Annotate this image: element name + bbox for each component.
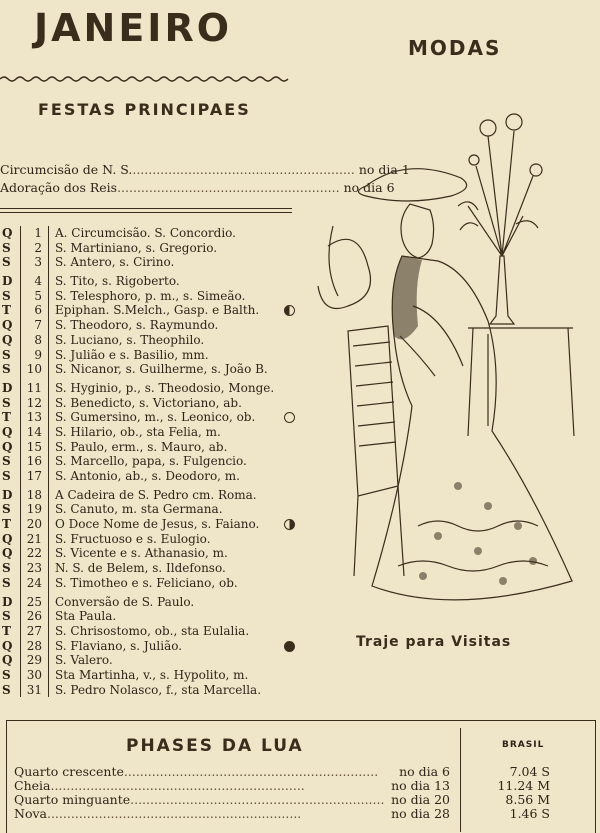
moon-phase-icon xyxy=(284,412,295,423)
saint-names: Conversão de S. Paulo. xyxy=(55,594,195,609)
phase-name: Quarto minguante xyxy=(14,792,131,807)
feast-row xyxy=(0,180,395,195)
saint-names: S. Gumersino, m., s. Leonico, ob. xyxy=(55,410,256,425)
weekday-letter: S xyxy=(2,502,11,517)
day-number: 30 xyxy=(26,667,42,682)
weekday-letter: Q xyxy=(2,638,13,653)
weekday-letter: Q xyxy=(2,318,13,333)
day-number: 31 xyxy=(26,682,42,697)
calendar-row xyxy=(0,396,292,411)
saint-names: S. Fructuoso e s. Eulogio. xyxy=(55,531,211,546)
moon-phase-icon xyxy=(284,641,295,652)
moon-phase-icon xyxy=(284,305,295,316)
weekday-letter: S xyxy=(2,609,11,624)
day-number: 1 xyxy=(34,226,42,240)
weekday-letter: Q xyxy=(2,531,13,546)
calendar-table xyxy=(0,226,292,697)
saint-names: S. Telesphoro, p. m., s. Simeão. xyxy=(55,288,246,303)
weekday-letter: Q xyxy=(2,439,13,454)
wavy-divider xyxy=(0,74,292,84)
day-number: 18 xyxy=(26,487,42,502)
calendar-row xyxy=(0,440,292,455)
saint-names: S. Antero, s. Cirino. xyxy=(55,255,175,270)
weekday-letter: S xyxy=(2,469,11,483)
calendar-row xyxy=(0,333,292,348)
calendar-row xyxy=(0,362,292,377)
day-number: 16 xyxy=(26,454,42,469)
day-number: 14 xyxy=(26,424,42,439)
calendar-row xyxy=(0,561,292,576)
saint-names: N. S. de Belem, s. Ildefonso. xyxy=(55,561,226,576)
weekday-letter: Q xyxy=(2,653,13,668)
saint-names: S. Martiniano, s. Gregorio. xyxy=(55,240,218,255)
day-number: 9 xyxy=(34,347,42,362)
day-number: 19 xyxy=(26,502,42,517)
calendar-row xyxy=(0,454,292,469)
phase-row xyxy=(14,778,450,793)
saint-names: S. Pedro Nolasco, f., sta Marcella. xyxy=(55,682,262,697)
section-title: MODAS xyxy=(408,36,502,60)
weekday-letter: D xyxy=(2,274,13,289)
weekday-letter: S xyxy=(2,362,11,377)
day-number: 12 xyxy=(26,395,42,410)
weekday-letter: T xyxy=(2,410,11,425)
day-number: 17 xyxy=(26,469,42,483)
weekday-letter: T xyxy=(2,303,11,318)
weekday-letter: D xyxy=(2,594,13,609)
dot-leader: ................................................................ xyxy=(46,806,302,821)
calendar-row xyxy=(0,653,292,668)
weekday-letter: Q xyxy=(2,332,13,347)
calendar-row xyxy=(0,469,292,484)
calendar-row xyxy=(0,502,292,517)
feast-name: Adoração dos Reis xyxy=(0,180,118,195)
festas-heading: FESTAS PRINCIPAES xyxy=(38,100,251,119)
weekday-letter: S xyxy=(2,454,11,469)
day-number: 6 xyxy=(34,303,42,318)
day-number: 21 xyxy=(26,531,42,546)
saint-names: Epiphan. S.Melch., Gasp. e Balth. xyxy=(55,303,260,318)
day-number: 23 xyxy=(26,561,42,576)
saint-names: S. Luciano, s. Theophilo. xyxy=(55,332,205,347)
calendar-row xyxy=(0,226,292,241)
calendar-row xyxy=(0,639,292,654)
calendar-row xyxy=(0,595,292,610)
calendar-row xyxy=(0,668,292,683)
weekday-letter: D xyxy=(2,380,13,395)
divider-line xyxy=(0,208,292,209)
saint-names: S. Vicente e s. Athanasio, m. xyxy=(55,546,228,561)
calendar-row xyxy=(0,274,292,289)
phase-name: Cheia xyxy=(14,778,51,793)
illustration-caption: Traje para Visitas xyxy=(356,634,512,650)
weekday-letter: S xyxy=(2,288,11,303)
phase-row xyxy=(14,792,450,807)
column-rule xyxy=(460,728,461,832)
saint-names: A. Circumcisão. S. Concordio. xyxy=(55,226,236,240)
day-number: 5 xyxy=(34,288,42,303)
phase-name: Nova xyxy=(14,806,47,821)
calendar-row xyxy=(0,683,292,698)
saint-names: S. Canuto, m. sta Germana. xyxy=(55,502,223,517)
day-number: 10 xyxy=(26,362,42,377)
calendar-row xyxy=(0,241,292,256)
calendar-row xyxy=(0,532,292,547)
weekday-letter: T xyxy=(2,517,11,532)
feast-name: Circumcisão de N. S. xyxy=(0,162,133,177)
day-number: 3 xyxy=(34,255,42,270)
brasil-column-header: BRASIL xyxy=(502,740,545,750)
calendar-row xyxy=(0,609,292,624)
saint-names: S. Valero. xyxy=(55,653,113,668)
phase-day: no dia 20 xyxy=(391,792,450,807)
weekday-letter: S xyxy=(2,347,11,362)
calendar-row xyxy=(0,576,292,591)
calendar-row xyxy=(0,303,292,318)
calendar-row xyxy=(0,255,292,270)
saint-names: S. Nicanor, s. Guilherme, s. João B. xyxy=(55,362,268,377)
phase-time: 7.04 S xyxy=(509,764,550,779)
dot-leader: ................................................................ xyxy=(50,778,305,793)
calendar-row xyxy=(0,381,292,396)
fashion-illustration xyxy=(318,106,593,618)
weekday-letter: S xyxy=(2,575,11,590)
dot-leader: ........................................................ xyxy=(132,162,355,177)
weekday-letter: S xyxy=(2,667,11,682)
day-number: 28 xyxy=(26,638,42,653)
calendar-row xyxy=(0,425,292,440)
phase-name: Quarto crescente xyxy=(14,764,124,779)
saint-names: S. Benedicto, s. Victoriano, ab. xyxy=(55,395,242,410)
saint-names: Sta Martinha, v., s. Hypolito, m. xyxy=(55,667,249,682)
calendar-row xyxy=(0,517,292,532)
calendar-row xyxy=(0,289,292,304)
weekday-letter: S xyxy=(2,682,11,697)
day-number: 4 xyxy=(34,274,42,289)
calendar-row xyxy=(0,348,292,363)
saint-names: Sta Paula. xyxy=(55,609,117,624)
day-number: 24 xyxy=(26,575,42,590)
phases-heading: PHASES DA LUA xyxy=(126,736,304,756)
day-number: 13 xyxy=(26,410,42,425)
dot-leader: ................................................................ xyxy=(123,764,379,779)
feast-day: no dia 1 xyxy=(358,162,410,177)
phase-row xyxy=(14,806,450,821)
phase-time: 11.24 M xyxy=(497,778,550,793)
day-number: 27 xyxy=(26,623,42,638)
moon-phase-icon xyxy=(284,519,295,530)
saint-names: A Cadeira de S. Pedro cm. Roma. xyxy=(55,487,257,502)
dot-leader: ........................................................ xyxy=(117,180,340,195)
saint-names: O Doce Nome de Jesus, s. Faiano. xyxy=(55,517,260,532)
day-number: 25 xyxy=(26,594,42,609)
saint-names: S. Theodoro, s. Raymundo. xyxy=(55,318,219,333)
saint-names: S. Tito, s. Rigoberto. xyxy=(55,274,180,289)
day-number: 29 xyxy=(26,653,42,668)
day-number: 15 xyxy=(26,439,42,454)
weekday-letter: S xyxy=(2,561,11,576)
calendar-row xyxy=(0,488,292,503)
day-number: 7 xyxy=(34,318,42,333)
saint-names: S. Antonio, ab., s. Deodoro, m. xyxy=(55,469,240,483)
phase-time: 8.56 M xyxy=(505,792,550,807)
dot-leader: ................................................................ xyxy=(130,792,385,807)
saint-names: S. Chrisostomo, ob., sta Eulalia. xyxy=(55,623,250,638)
day-number: 11 xyxy=(26,380,42,395)
weekday-letter: S xyxy=(2,255,11,270)
calendar-row xyxy=(0,624,292,639)
feast-row xyxy=(0,162,410,177)
saint-names: S. Flaviano, s. Julião. xyxy=(55,638,183,653)
weekday-letter: Q xyxy=(2,424,13,439)
saint-names: S. Hyginio, p., s. Theodosio, Monge. xyxy=(55,380,275,395)
saint-names: S. Timotheo e s. Feliciano, ob. xyxy=(55,575,238,590)
phase-row xyxy=(14,764,450,779)
weekday-letter: S xyxy=(2,395,11,410)
day-number: 2 xyxy=(34,240,42,255)
calendar-row xyxy=(0,318,292,333)
calendar-row xyxy=(0,546,292,561)
feast-day: no dia 6 xyxy=(343,180,395,195)
weekday-letter: D xyxy=(2,487,13,502)
day-number: 8 xyxy=(34,332,42,347)
weekday-letter: S xyxy=(2,240,11,255)
saint-names: S. Marcello, papa, s. Fulgencio. xyxy=(55,454,247,469)
saint-names: S. Julião e s. Basilio, mm. xyxy=(55,347,209,362)
calendar-row xyxy=(0,410,292,425)
weekday-letter: T xyxy=(2,623,11,638)
weekday-letter: Q xyxy=(2,226,13,240)
saint-names: S. Hilario, ob., sta Felia, m. xyxy=(55,424,221,439)
day-number: 26 xyxy=(26,609,42,624)
phase-day: no dia 28 xyxy=(391,806,450,821)
day-number: 20 xyxy=(26,517,42,532)
weekday-letter: Q xyxy=(2,546,13,561)
phase-day: no dia 6 xyxy=(399,764,450,779)
month-title: JANEIRO xyxy=(34,6,233,50)
saint-names: S. Paulo, erm., s. Mauro, ab. xyxy=(55,439,228,454)
day-number: 22 xyxy=(26,546,42,561)
phase-day: no dia 13 xyxy=(391,778,450,793)
divider-line xyxy=(0,212,292,213)
phase-time: 1.46 S xyxy=(509,806,550,821)
